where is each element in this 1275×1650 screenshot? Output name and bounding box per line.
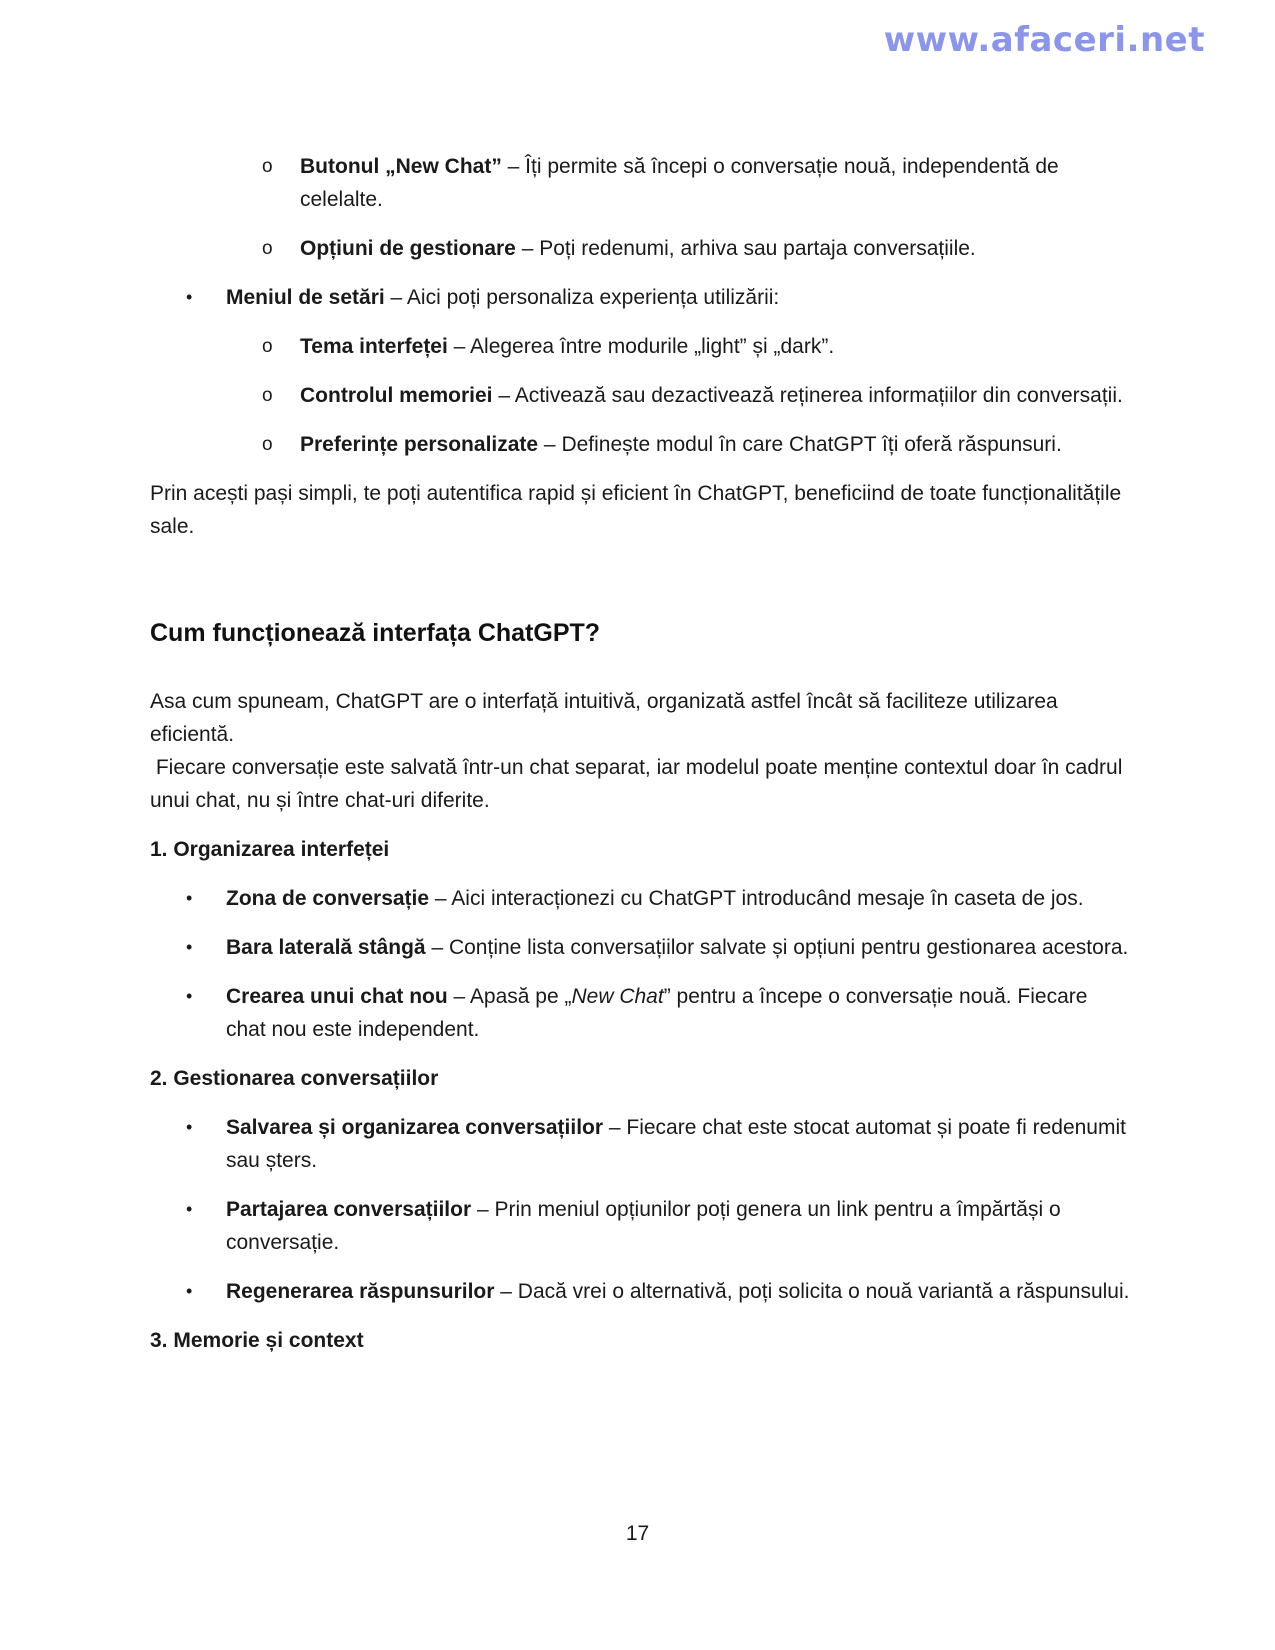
item-text: – Prin meniul opțiunilor poți genera un link pentru a împărtăși o conversație. xyxy=(226,1198,1061,1254)
circle-bullet-icon: o xyxy=(262,385,273,406)
item-text: – Definește modul în care ChatGPT îți oferă răspunsuri. xyxy=(538,433,1062,456)
item-term: Crearea unui chat nou xyxy=(226,985,448,1008)
list-item xyxy=(150,1275,1130,1308)
circle-bullet-icon: o xyxy=(262,156,273,177)
item-term: Regenerarea răspunsurilor xyxy=(226,1280,495,1303)
item-text: – Aici poți personaliza experiența utilizării: xyxy=(384,286,780,309)
list-item xyxy=(150,150,1130,216)
bullet-icon: • xyxy=(186,1117,193,1137)
list-item xyxy=(150,1193,1130,1259)
intro-paragraph xyxy=(150,685,1130,817)
page-content xyxy=(150,150,1130,1373)
list-item xyxy=(150,330,1130,363)
list-item xyxy=(150,882,1130,915)
item-term: Zona de conversație xyxy=(226,887,430,910)
item-term: Bara laterală stângă xyxy=(226,936,426,959)
item-term: Butonul „New Chat” xyxy=(300,155,502,178)
item-text: ” pentru a începe o conversație nouă. Fiecare chat nou este independent. xyxy=(226,985,1088,1041)
item-term: Salvarea și organizarea conversațiilor xyxy=(226,1116,604,1139)
item-text: – Activează sau dezactivează reținerea informațiilor din conversații. xyxy=(492,384,1123,407)
circle-bullet-icon: o xyxy=(262,336,273,357)
bullet-icon: • xyxy=(186,1281,193,1301)
summary-paragraph: Prin acești pași simpli, te poți autentifica rapid și eficient în ChatGPT, beneficiind de toate funcționalitățile sale. xyxy=(150,482,1122,538)
bullet-icon: • xyxy=(186,888,193,908)
item-text: – Poți redenumi, arhiva sau partaja conversațiile. xyxy=(515,237,976,260)
bullet-icon: • xyxy=(186,1199,193,1219)
item-text: – Aici interacționezi cu ChatGPT introducând mesaje în caseta de jos. xyxy=(429,887,1084,910)
subheading-organization: 1. Organizarea interfeței xyxy=(150,838,390,861)
item-text: – Apasă pe „ xyxy=(447,985,572,1008)
intro-line: Fiecare conversație este salvată într-un chat separat, iar modelul poate menține contextul doar în cadrul unui chat, nu și între chat-uri diferite. xyxy=(150,756,1129,812)
bullet-icon: • xyxy=(186,986,193,1006)
list-item xyxy=(150,379,1130,412)
item-term: Preferințe personalizate xyxy=(300,433,539,456)
subheading-memory: 3. Memorie și context xyxy=(150,1329,364,1352)
watermark: www.afaceri.net xyxy=(883,20,1205,60)
item-italic-term: New Chat xyxy=(571,985,664,1008)
bullet-icon: • xyxy=(186,937,193,957)
item-term: Controlul memoriei xyxy=(300,384,493,407)
list-item xyxy=(150,980,1130,1046)
item-text: – Îți permite să începi o conversație nouă, independentă de celelalte. xyxy=(300,155,1059,211)
circle-bullet-icon: o xyxy=(262,238,273,259)
bullet-icon: • xyxy=(186,287,193,307)
section-heading: Cum funcționează interfața ChatGPT? xyxy=(150,619,601,647)
list-item xyxy=(150,232,1130,265)
circle-bullet-icon: o xyxy=(262,434,273,455)
list-item xyxy=(150,931,1130,964)
list-item xyxy=(150,281,1130,314)
item-text: – Dacă vrei o alternativă, poți solicita o nouă variantă a răspunsului. xyxy=(494,1280,1130,1303)
item-term: Tema interfeței xyxy=(300,335,448,358)
list-item xyxy=(150,428,1130,461)
item-text: – Conține lista conversațiilor salvate și opțiuni pentru gestionarea acestora. xyxy=(425,936,1129,959)
list-item xyxy=(150,1111,1130,1177)
subheading-management: 2. Gestionarea conversațiilor xyxy=(150,1067,439,1090)
item-term: Opțiuni de gestionare xyxy=(300,237,516,260)
item-text: – Fiecare chat este stocat automat și poate fi redenumit sau șters. xyxy=(226,1116,1126,1172)
page-number: 17 xyxy=(625,1522,650,1545)
intro-line: Asa cum spuneam, ChatGPT are o interfață intuitivă, organizată astfel încât să faciliteze utilizarea eficientă. xyxy=(150,690,1058,746)
item-term: Partajarea conversațiilor xyxy=(226,1198,472,1221)
item-text: – Alegerea între modurile „light” și „dark”. xyxy=(447,335,835,358)
item-term: Meniul de setări xyxy=(226,286,385,309)
